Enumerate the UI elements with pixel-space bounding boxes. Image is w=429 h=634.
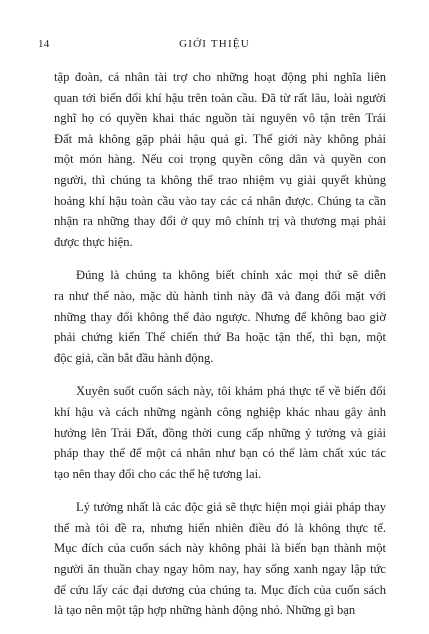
text-line: độc giả, cần bắt đầu hành động. — [54, 350, 214, 365]
text-line: để cứu lấy các đại dương của chúng ta. Mục đích của cuốn sách — [54, 582, 386, 597]
text-line: được thực hiện. — [54, 234, 133, 249]
paragraph — [54, 497, 386, 621]
text-line: thế mà tôi đề ra, nhưng hiển nhiên điều đó là không thực tế. — [54, 520, 386, 535]
text-line: Xuyên suốt cuốn sách này, tôi khám phá thực tế về biến đổi — [76, 384, 386, 399]
text-line: khí hậu và cách những ngành công nghiệp khác nhau gây ảnh — [54, 404, 386, 419]
text-line: Đúng là chúng ta không biết chính xác mọi thứ sẽ diễn — [76, 268, 386, 283]
text-line: Lý tưởng nhất là các độc giả sẽ thực hiện mọi giải pháp thay — [76, 500, 386, 515]
running-head — [0, 38, 429, 54]
text-line: Mục đích của cuốn sách này không phải là biến bạn thành một — [54, 541, 386, 556]
text-line: nhận ra những thay đổi ở quy mô chính trị và thương mại phải — [54, 214, 386, 229]
text-line: hưởng lên Trái Đất, đồng thời cung cấp những ý tưởng và giải — [54, 425, 386, 440]
text-line: hoảng khí hậu toàn cầu vào tay các cá nhân được. Chúng ta cần — [54, 193, 386, 208]
text-line: người, thì chúng ta không thể trao nhiệm vụ giải quyết khủng — [54, 172, 386, 187]
paragraph — [54, 265, 386, 368]
chapter-title: GIỚI THIỆU — [179, 38, 250, 50]
text-line: nghĩ họ có quyền khai thác nguồn tài nguyên vô tận trên Trái — [54, 111, 386, 126]
text-line: những thay đổi không thể đảo ngược. Nhưng để không bao giờ — [54, 309, 386, 324]
text-line: một món hàng. Nếu coi trọng quyền công dân và quyền con — [54, 152, 386, 167]
text-line: tập đoàn, cá nhân tài trợ cho những hoạt động phi nghĩa liên — [54, 70, 386, 84]
text-line: là tạo nên một tập hợp những hành động nhỏ. Những gì bạn — [54, 603, 356, 618]
text-line: ra như thế nào, mặc dù hành tinh này đã và đang đối mặt với — [54, 288, 386, 303]
paragraph — [54, 67, 386, 252]
text-line: tạo nên thay đổi cho các thế hệ tương lai. — [54, 466, 262, 481]
text-line: pháp thay thế để một cá nhân như bạn có thể làm chất xúc tác — [54, 446, 386, 461]
text-line: Đất mà không gặp phải hậu quả gì. Thế giới này không phải — [54, 131, 386, 146]
text-line: quan tới biến đổi khí hậu trên toàn cầu. Đã từ rất lâu, loài người — [54, 90, 386, 105]
page-number: 14 — [38, 38, 50, 50]
paragraph — [54, 381, 386, 484]
body-text — [54, 67, 386, 634]
text-line: người ăn thuần chay ngay hôm nay, hay sống xanh ngay lập tức — [54, 562, 386, 577]
text-line: phải chứng kiến Thế chiến thứ Ba hoặc tận thế, thì bạn, một — [54, 330, 386, 345]
